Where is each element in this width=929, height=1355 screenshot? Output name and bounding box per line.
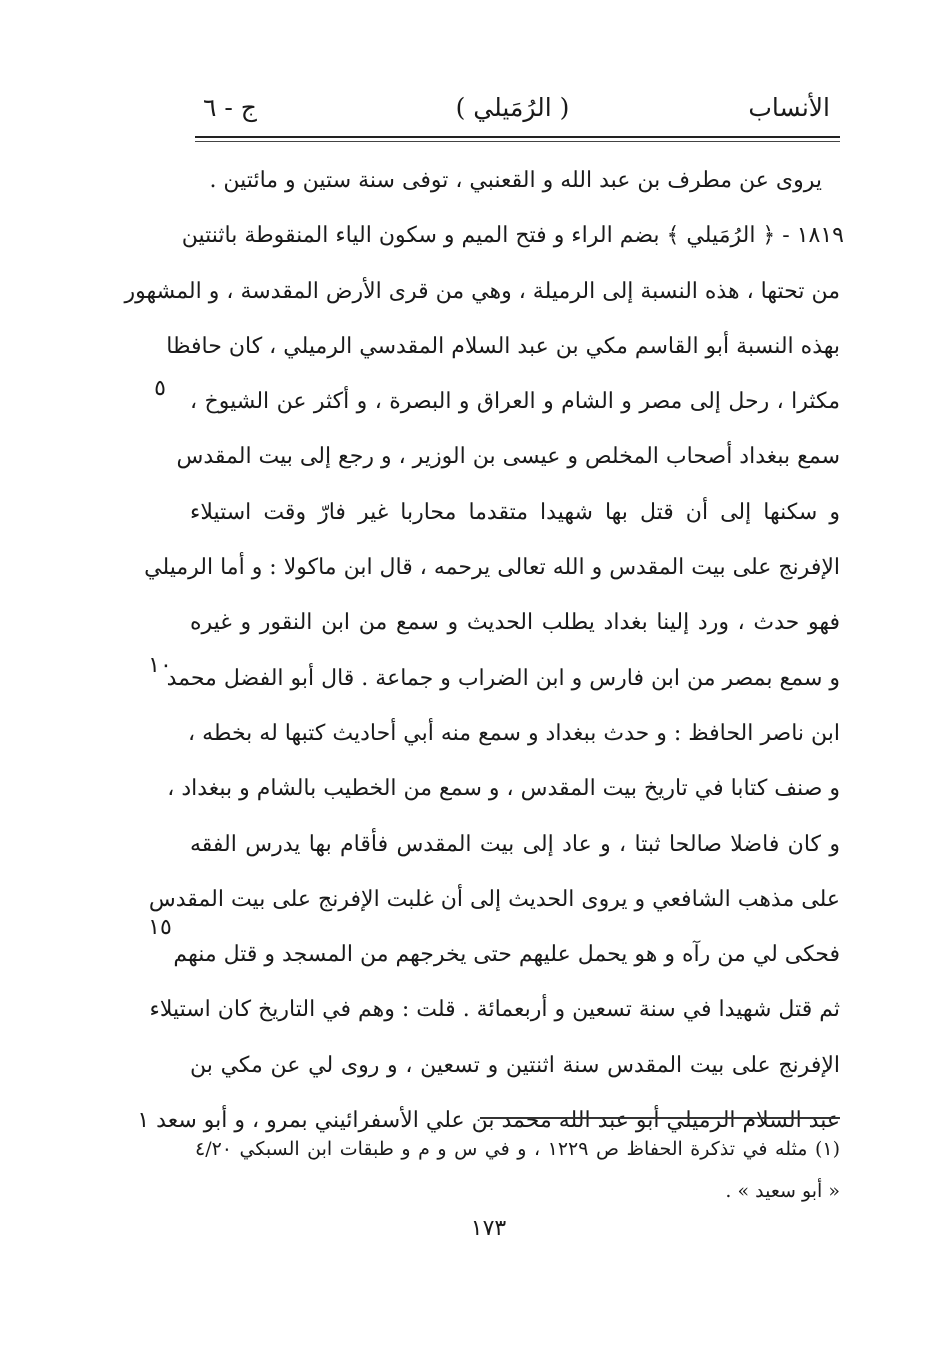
footnote	[195, 1128, 840, 1212]
text-line: من تحتها ، هذه النسبة إلى الرميلة ، وهي من قرى الأرض المقدسة ، و المشهور	[124, 278, 840, 304]
text-line: و كان فاضلا صالحا ثبتا ، و عاد إلى بيت المقدس فأقام بها يدرس الفقه	[190, 831, 840, 857]
footnote-line: « أبو سعيد » .	[725, 1180, 840, 1202]
text-line: ثم قتل شهيدا في سنة تسعين و أربعمائة . قلت : وهم في التاريخ كان استيلاء	[149, 997, 840, 1023]
text-line: سمع ببغداد أصحاب المخلص و عيسى بن الوزير ، و رجع إلى بيت المقدس	[176, 444, 840, 470]
footnote-line: (١) مثله في تذكرة الحفاظ ص ١٢٢٩ ، و في س و م و طبقات ابن السبكي ٤/٢٠	[195, 1138, 840, 1160]
header-volume: ج - ٦	[203, 93, 257, 122]
text-line: عبد السلام الرميلي أبو عبد الله محمد بن علي الأسفرائيني بمرو ، و أبو سعد ١	[137, 1108, 840, 1134]
line-number-10: ١٠	[148, 653, 172, 678]
text-line: و صنف كتابا في تاريخ بيت المقدس ، و سمع من الخطيب بالشام و ببغداد ،	[167, 776, 840, 802]
header-entry-title: ( الرُمَيلي )	[455, 93, 570, 122]
text-line: ابن ناصر الحافظ : و حدث ببغداد و سمع منه أبي أحاديث كتبها له بخطه ،	[188, 720, 840, 746]
text-line: ١٨١٩ - ﴿ الرُمَيلي ﴾ بضم الراء و فتح الميم و سكون الياء المنقوطة باثنتين	[181, 223, 844, 249]
text-line: و سمع بمصر من ابن فارس و ابن الضراب و جماعة . قال أبو الفضل محمد	[166, 665, 840, 691]
text-line: و سكنها إلى أن قتل بها شهيدا متقدما محاربا غير فارّ وقت استيلاء	[190, 499, 840, 525]
text-line: مكثرا ، رحل إلى مصر و الشام و العراق و البصرة ، و أكثر عن الشيوخ ،	[190, 389, 840, 415]
text-line: الإفرنج على بيت المقدس سنة اثنتين و تسعين ، و روى لي عن مكي بن	[190, 1052, 840, 1078]
header-rule-thin	[195, 141, 840, 142]
text-line: فهو حدث ، ورد إلينا بغداد يطلب الحديث و سمع من ابن النقور و غيره	[190, 610, 840, 636]
page-number: ١٧٣	[470, 1216, 507, 1241]
text-line: بهذه النسبة أبو القاسم مكي بن عبد السلام المقدسي الرميلي ، كان حافظا	[166, 333, 840, 359]
header-book-title: الأنساب	[748, 93, 830, 122]
line-number-5: ٥	[154, 376, 166, 401]
line-number-15: ١٥	[148, 915, 172, 940]
header-rule	[195, 136, 840, 138]
running-header	[195, 88, 830, 128]
text-line: فحكى لي من رآه و هو يحمل عليهم حتى يخرجهم من المسجد و قتل منهم	[173, 942, 840, 968]
text-line: على مذهب الشافعي و يروى الحديث إلى أن غلبت الإفرنج على بيت المقدس	[148, 886, 840, 912]
text-line: الإفرنج على بيت المقدس و الله تعالى يرحمه ، قال ابن ماكولا : و أما الرميلي	[144, 555, 840, 581]
text-line: يروى عن مطرف بن عبد الله و القعنبي ، توفى سنة ستين و مائتين .	[209, 168, 822, 193]
footnote-rule	[480, 1117, 840, 1119]
